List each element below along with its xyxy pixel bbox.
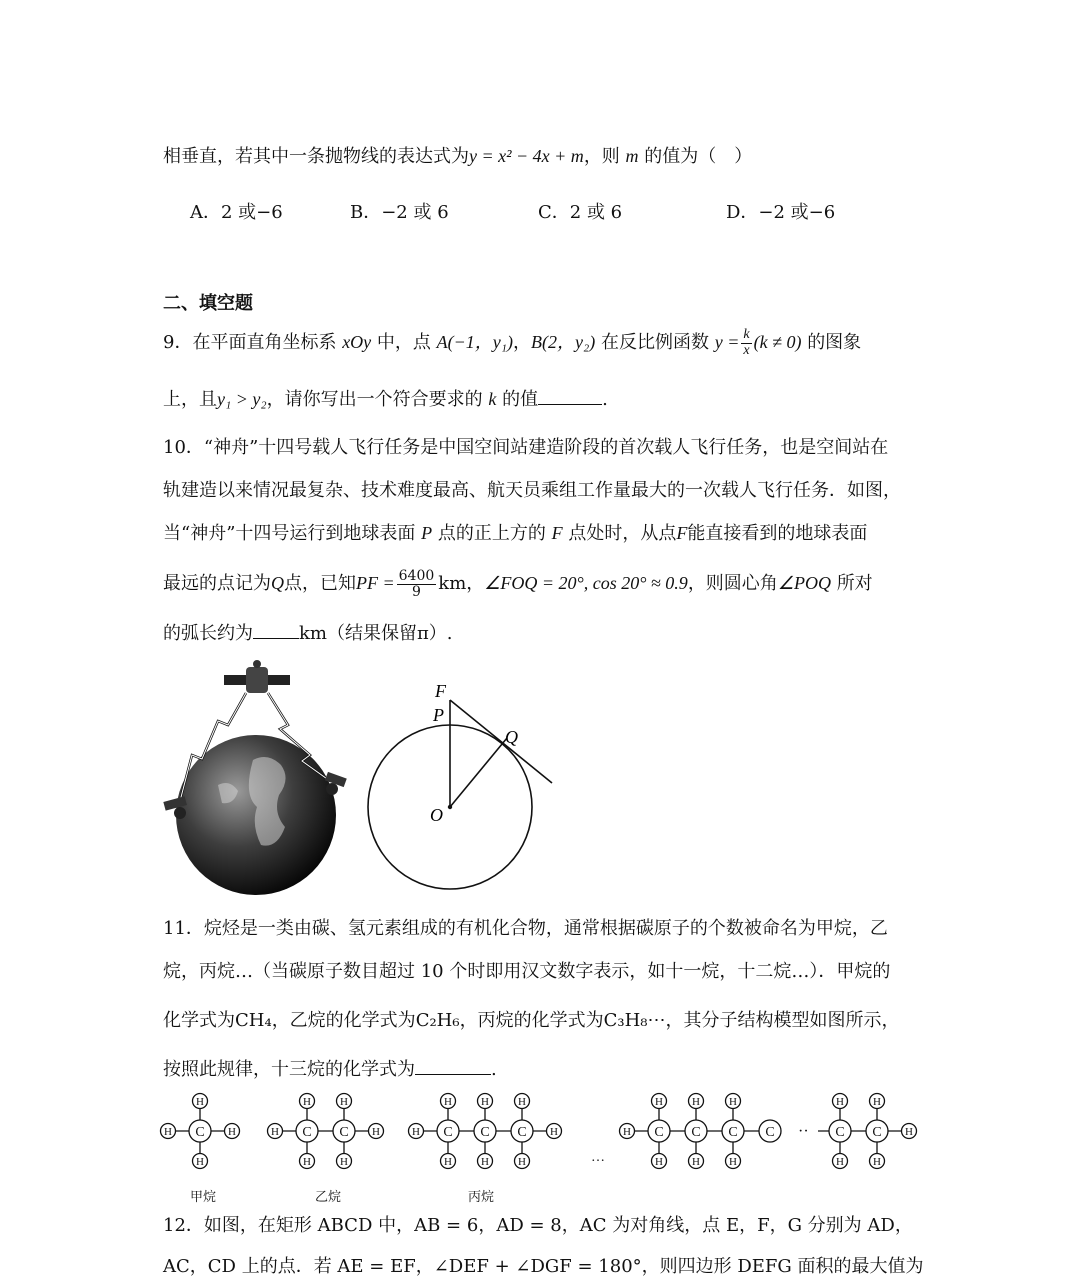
label-methane: 甲烷 (190, 1190, 217, 1205)
q12-line1: 12．如图，在矩形 ABCD 中，AB = 6，AD = 8，AC 为对角线，点 E，F，G 分别为 AD， (163, 1215, 913, 1236)
label-O: O (430, 805, 443, 825)
hydrogen-atom-label: H (412, 1126, 420, 1138)
q10-answer-blank (253, 622, 299, 639)
label-ethane: 乙烷 (315, 1190, 342, 1205)
q12-line2: AC，CD 上的点．若 AE = EF，∠DEF + ∠DGF = 180°，则四边形 DEFG 面积的最大值为 (163, 1256, 924, 1277)
hydrogen-atom-label: H (372, 1126, 380, 1138)
formula-c3h8: C₃H₈ (603, 1010, 648, 1031)
alkane-structure-diagram (150, 1088, 930, 1178)
hydrogen-atom-label: H (444, 1156, 452, 1168)
q8-choice-a: A．2 或−6 (190, 202, 283, 223)
q8-choice-c: C．2 或 6 (538, 202, 623, 223)
q10-line5: 的弧长约为 km（结果保留π）. (163, 623, 453, 644)
hydrogen-atom-label: H (481, 1156, 489, 1168)
hydrogen-atom-label: H (873, 1096, 881, 1108)
hydrogen-atom-label: H (692, 1156, 700, 1168)
tangent-FQ (450, 700, 552, 783)
carbon-atom-label: C (691, 1125, 701, 1140)
hydrogen-atom-label: H (303, 1096, 311, 1108)
hydrogen-atom-label: H (550, 1126, 558, 1138)
q11-line3: 化学式为CH₄，乙烷的化学式为C₂H₆，丙烷的化学式为C₃H₈⋯，其分子结构模型如图所示， (163, 1010, 900, 1031)
carbon-atom-label: C (339, 1125, 349, 1140)
q10-pf-fraction: $\frac{6400}{9}$ (398, 568, 435, 600)
chain-ellipsis: ·· (798, 1123, 809, 1140)
q11-line4: 按照此规律，十三烷的化学式为 . (163, 1059, 497, 1080)
carbon-atom-label: C (728, 1125, 738, 1140)
segment-OQ (450, 738, 507, 807)
q9-answer-blank (538, 388, 602, 405)
formula-ch4: CH₄ (235, 1010, 272, 1031)
q11-line2: 烷，丙烷…（当碳原子数目超过 10 个时即用汉文数字表示，如十一烷，十二烷…）．甲烷的 (163, 961, 891, 982)
q9-line1: 9．在平面直角坐标系 xOy 中，点 A(−1，y₁)，B(2，y₂) 在反比例函数 y = $\frac{k}{x}$ (k ≠ 0) 的图象 (163, 327, 862, 358)
carbon-atom-label: C (517, 1125, 527, 1140)
q8-stem: 相垂直，若其中一条抛物线的表达式为y = x² − 4x + m，则 m 的值为（ ） (163, 146, 753, 167)
hydrogen-atom-label: H (340, 1096, 348, 1108)
label-propane: 丙烷 (468, 1190, 495, 1205)
hydrogen-atom-label: H (729, 1156, 737, 1168)
q10-line1: 10．“神舟”十四号载人飞行任务是中国空间站建造阶段的首次载人飞行任务，也是空间站在 (163, 437, 889, 458)
hydrogen-atom-label: H (873, 1156, 881, 1168)
q10-line2: 轨建造以来情况最复杂、技术难度最高、航天员乘组工作量最大的一次载人飞行任务．如图， (163, 480, 901, 501)
carbon-atom-label: C (872, 1125, 882, 1140)
q9-fraction: $\frac{k}{x}$ (743, 327, 750, 358)
carbon-atom-label: C (765, 1125, 775, 1140)
q9-line2: 上，且y₁ > y₂，请你写出一个符合要求的 k 的值 . (163, 389, 608, 410)
hydrogen-atom-label: H (303, 1156, 311, 1168)
hydrogen-atom-label: H (836, 1156, 844, 1168)
section-heading: 二、填空题 (163, 293, 253, 314)
hydrogen-atom-label: H (655, 1156, 663, 1168)
q8-formula: y = x² − 4x + m (469, 146, 584, 166)
label-Q: Q (505, 727, 518, 747)
q8-choice-d: D．−2 或−6 (726, 202, 836, 223)
hydrogen-atom-label: H (196, 1096, 204, 1108)
carbon-atom-label: C (654, 1125, 664, 1140)
carbon-atom-label: C (195, 1125, 205, 1140)
q8-choice-b: B．−2 或 6 (350, 202, 449, 223)
hydrogen-atom-label: H (518, 1096, 526, 1108)
hydrogen-atom-label: H (271, 1126, 279, 1138)
hydrogen-atom-label: H (836, 1096, 844, 1108)
carbon-atom-label: C (480, 1125, 490, 1140)
earth-satellite-illustration (158, 655, 358, 900)
q10-line3: 当“神舟”十四号运行到地球表面 P 点的正上方的 F 点处时，从点F能直接看到的地球表面 (163, 523, 868, 544)
label-F: F (435, 681, 446, 701)
hydrogen-atom-label: H (340, 1156, 348, 1168)
ellipsis: … (591, 1150, 605, 1165)
hydrogen-atom-label: H (692, 1096, 700, 1108)
hydrogen-atom-label: H (481, 1096, 489, 1108)
carbon-atom-label: C (835, 1125, 845, 1140)
hydrogen-atom-label: H (164, 1126, 172, 1138)
q10-geometry-figure (362, 675, 562, 900)
satellite-top (224, 660, 290, 693)
carbon-atom-label: C (443, 1125, 453, 1140)
q11-line1: 11．烷烃是一类由碳、氢元素组成的有机化合物，通常根据碳原子的个数被命名为甲烷，乙 (163, 918, 888, 939)
hydrogen-atom-label: H (905, 1126, 913, 1138)
hydrogen-atom-label: H (623, 1126, 631, 1138)
hydrogen-atom-label: H (655, 1096, 663, 1108)
hydrogen-atom-label: H (729, 1096, 737, 1108)
formula-c2h6: C₂H₆ (415, 1010, 460, 1031)
hydrogen-atom-label: H (228, 1126, 236, 1138)
hydrogen-atom-label: H (444, 1096, 452, 1108)
hydrogen-atom-label: H (518, 1156, 526, 1168)
label-P: P (433, 705, 444, 725)
q11-answer-blank (415, 1058, 491, 1075)
hydrogen-atom-label: H (196, 1156, 204, 1168)
point-O (448, 805, 452, 809)
carbon-atom-label: C (302, 1125, 312, 1140)
q10-line4: 最远的点记为Q点，已知PF = $\frac{6400}{9}$ km，∠FOQ = 20°, cos 20° ≈ 0.9，则圆心角∠POQ 所对 (163, 568, 873, 600)
